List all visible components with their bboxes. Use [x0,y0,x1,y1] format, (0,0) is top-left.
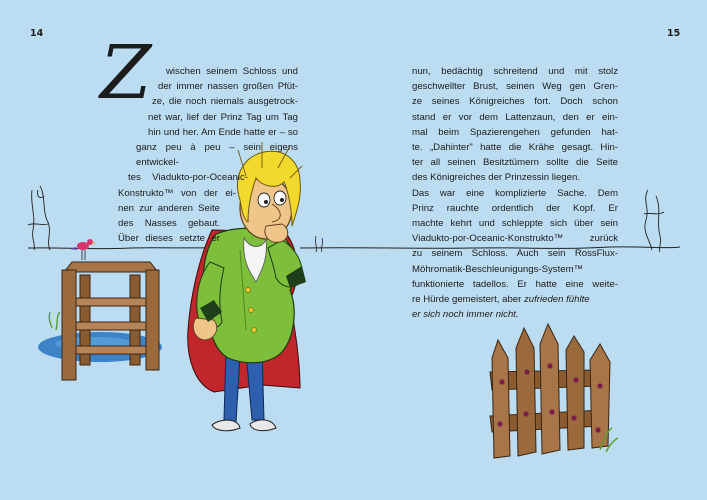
page-number-left: 14 [30,28,44,39]
left-text-line: Über dieses setzte er [118,233,220,245]
picket-fence [486,324,622,458]
left-text-line: wischen seinem Schloss und [166,66,298,77]
right-text-plain: re Hürde gemeistert, aber [412,294,522,306]
right-text-line: ze seines Königreiches fort. Doch schon [412,96,618,108]
right-text-line: geschwellter Brust, seinen Weg gen Gren- [412,81,618,93]
left-text-line: der immer nassen großen Pfüt- [158,81,298,93]
right-text-line: mal beim Spazierengehen gefunden hat- [412,126,618,138]
abstract-figure-right [644,190,664,252]
right-text-line: nun, bedächtig schreitend und mit stolz [412,66,618,77]
right-text-line: zu seinem Schloss. Auch sein RossFlux- [412,248,618,260]
right-text-line: ter all seinen Besitztümern sollte die Seite [412,157,618,169]
left-text-line: hin und her. Am Ende hatte er – so [148,126,298,138]
left-text-line: net war, lief der Prinz Tag um Tag [148,111,298,123]
right-text-line [412,307,618,322]
left-text-line: Konstrukto™ von der ei- [118,187,236,199]
wooden-viaduct [62,262,159,380]
left-text-line: des Nasses gebaut. [118,218,220,230]
right-text-line: des Königreiches der Prinzessin liegen. [412,172,580,184]
left-story-text [118,64,298,246]
right-story-text [412,64,618,322]
right-text-line: funktionierte tadellos. Er hatte eine weite- [412,278,618,290]
left-text-line: nen zur anderen Seite [118,202,220,214]
right-text-italic-end: er sich noch immer nicht. [412,309,519,321]
abstract-figure-left [28,186,50,250]
right-text-line: Das war eine komplizierte Sache. Dem [412,187,618,199]
right-text-line: Möhromatik-Beschleunigungs-System™ [412,263,584,275]
right-text-line: Prinz rauchte ordentlich der Kopf. Er [412,202,618,214]
left-text-line: tes Viadukto-por-Oceanic- [128,172,248,184]
left-text-line: ze, die noch niemals ausgetrock- [152,96,298,108]
right-text-line: machte kehrt und schleppte sich über sein [412,218,618,230]
drop-cap: Z [100,30,152,116]
right-text-line: stand er vor dem Lattenzaun, den er ein- [412,111,618,123]
page-number-right: 15 [667,28,681,39]
right-text-italic: zufrieden fühlte [523,294,590,306]
right-text-line: Viadukto-por-Oceanic-Konstrukto™ zurück [412,233,618,245]
right-text-line-mixed [412,292,618,307]
bird [70,239,96,260]
right-text-line: te. „Dahinter" hatte die Krähe gesagt. Hin- [412,142,618,154]
left-text-line: ganz peu à peu – sein eigens entwickel- [136,142,298,169]
